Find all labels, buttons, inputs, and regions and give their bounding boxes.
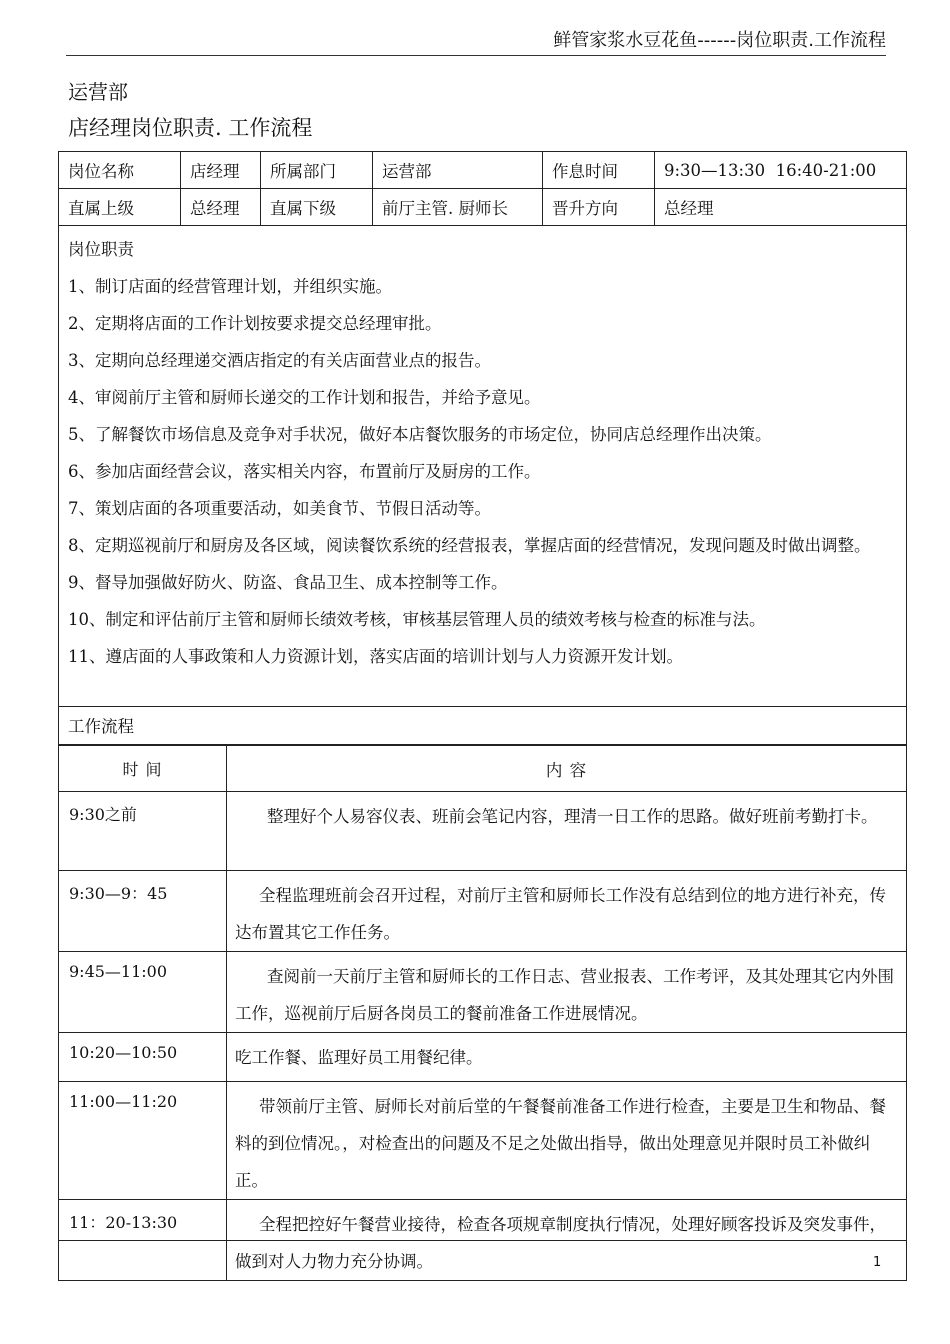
duty-item: 1、制订店面的经营管理计划，并组织实施。 [68, 277, 392, 296]
duty-item: 7、策划店面的各项重要活动，如美食节、节假日活动等。 [68, 499, 491, 518]
duty-item: 10、制定和评估前厅主管和厨师长绩效考核，审核基层管理人员的绩效考核与检查的标准与法。 [68, 610, 766, 629]
workflow-time: 9:45—11:00 [59, 952, 227, 1033]
header-title: 鲜管家浆水豆花鱼------岗位职责.工作流程 [553, 30, 886, 51]
workflow-header-row [59, 746, 907, 792]
workflow-row [59, 1033, 907, 1082]
info-cell: 岗位名称 [59, 152, 181, 189]
workflow-content: 全程监理班前会召开过程，对前厅主管和厨师长工作没有总结到位的地方进行补充，传达布置其它工作任务。 [227, 871, 907, 952]
content-column-header: 内 容 [227, 746, 907, 792]
document-title: 店经理岗位职责. 工作流程 [68, 116, 313, 140]
duty-item: 2、定期将店面的工作计划按要求提交总经理审批。 [68, 314, 442, 333]
workflow-row [59, 1200, 907, 1281]
workflow-table [58, 745, 907, 1281]
time-column-header: 时 间 [59, 746, 227, 792]
duties-section [58, 225, 907, 707]
info-cell: 店经理 [181, 152, 261, 189]
info-cell: 所属部门 [261, 152, 373, 189]
workflow-content: 查阅前一天前厅主管和厨师长的工作日志、营业报表、工作考评，及其处理其它内外围工作，巡视前厅后厨各岗员工的餐前准备工作进展情况。 [227, 952, 907, 1033]
position-info-table [58, 151, 907, 226]
workflow-heading: 工作流程 [58, 707, 907, 745]
header-bar [66, 8, 886, 56]
info-cell: 运营部 [373, 152, 543, 189]
duty-item: 9、督导加强做好防火、防盗、食品卫生、成本控制等工作。 [68, 573, 508, 592]
workflow-content: 吃工作餐、监理好员工用餐纪律。 [227, 1033, 907, 1082]
department-label: 运营部 [68, 80, 128, 104]
workflow-content: 带领前厅主管、厨师长对前后堂的午餐餐前准备工作进行检查，主要是卫生和物品、餐料的到位情况。，对检查出的问题及不足之处做出指导，做出处理意见并限时员工补做纠正。 [227, 1082, 907, 1200]
workflow-time: 11：20-13:30 [59, 1200, 227, 1281]
workflow-row [59, 792, 907, 871]
info-cell: 晋升方向 [543, 189, 655, 226]
info-cell: 作息时间 [543, 152, 655, 189]
info-row [59, 152, 907, 189]
info-cell: 9:30—13:30 16:40-21:00 [655, 152, 907, 189]
duty-item: 11、遵店面的人事政策和人力资源计划，落实店面的培训计划与人力资源开发计划。 [68, 647, 683, 666]
info-cell: 总经理 [655, 189, 907, 226]
duty-item: 4、审阅前厅主管和厨师长递交的工作计划和报告，并给予意见。 [68, 388, 541, 407]
duty-item: 8、定期巡视前厅和厨房及各区域，阅读餐饮系统的经营报表，掌握店面的经营情况，发现问题及时做出调整。 [68, 536, 871, 555]
workflow-row [59, 1082, 907, 1200]
info-cell: 总经理 [181, 189, 261, 226]
info-cell: 前厅主管. 厨师长 [373, 189, 543, 226]
workflow-row [59, 871, 907, 952]
duty-item: 6、参加店面经营会议，落实相关内容，布置前厅及厨房的工作。 [68, 462, 541, 481]
workflow-time: 9:30之前 [59, 792, 227, 871]
duties-heading: 岗位职责 [68, 240, 134, 259]
workflow-time: 10:20—10:50 [59, 1033, 227, 1082]
page-number: 1 [873, 1255, 882, 1270]
workflow-time: 9:30—9：45 [59, 871, 227, 952]
workflow-time: 11:00—11:20 [59, 1082, 227, 1200]
info-cell: 直属上级 [59, 189, 181, 226]
info-cell: 直属下级 [261, 189, 373, 226]
duty-item: 5、了解餐饮市场信息及竞争对手状况，做好本店餐饮服务的市场定位，协同店总经理作出决策。 [68, 425, 772, 444]
workflow-content: 整理好个人易容仪表、班前会笔记内容，理清一日工作的思路。做好班前考勤打卡。 [227, 792, 907, 871]
workflow-row [59, 952, 907, 1033]
duty-item: 3、定期向总经理递交酒店指定的有关店面营业点的报告。 [68, 351, 491, 370]
workflow-content: 全程把控好午餐营业接待，检查各项规章制度执行情况，处理好顾客投诉及突发事件，做到对人力物力充分协调。 [227, 1200, 907, 1281]
info-row [59, 189, 907, 226]
